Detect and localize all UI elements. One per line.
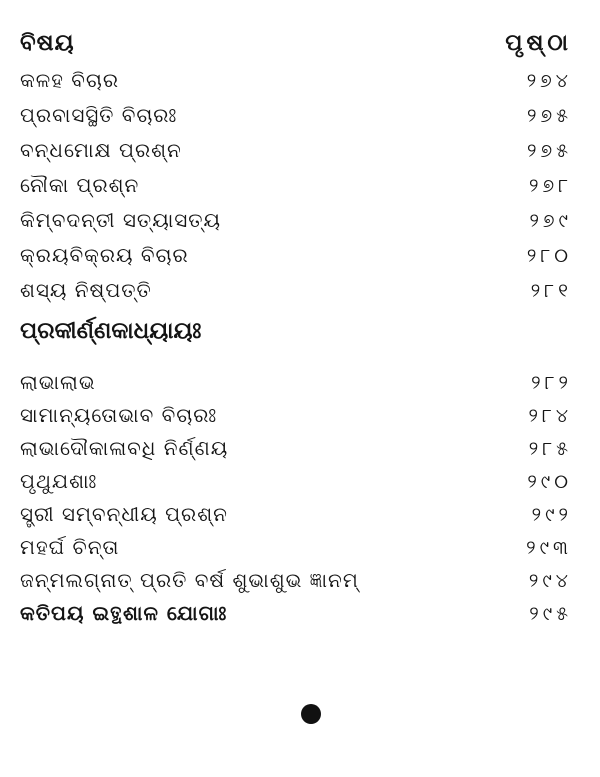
- entry-page: ୨୯୩: [526, 537, 572, 559]
- toc-entry: [20, 436, 572, 460]
- toc-entry: [20, 103, 572, 127]
- entry-page: ୨୮୪: [528, 405, 572, 427]
- toc-entry: [20, 68, 572, 92]
- entry-title: ପ୍ରବାସସ୍ଥିତି ବିଚାରଃ: [20, 103, 178, 127]
- toc-entry: [20, 568, 572, 592]
- toc-entry: [20, 403, 572, 427]
- entry-title: ଜନ୍ମଲଗ୍ନାତ୍ ପ୍ରତି ବର୍ଷ ଶୁଭାଶୁଭ ଜ୍ଞାନମ୍: [20, 568, 359, 592]
- entry-title: କ୍ରୟବିକ୍ରୟ ବିଚାର: [20, 243, 189, 267]
- entry-title: ମହର୍ଘ ଚିନ୍ତା: [20, 535, 120, 559]
- entry-page: ୨୭୯: [529, 210, 572, 232]
- toc-entry: [20, 173, 572, 197]
- toc-entry: [20, 370, 572, 394]
- toc-entry: [20, 278, 572, 302]
- entry-title: କଳହ ବିଚାର: [20, 68, 119, 92]
- toc-entry: [20, 502, 572, 526]
- entry-page: ୨୭୪: [526, 70, 572, 92]
- page-column-label: ପୃଷ୍ଠା: [505, 30, 572, 56]
- entry-title: ପୃଥୁଯଶାଃ: [20, 469, 98, 493]
- entry-page: ୨୭୫: [527, 105, 572, 127]
- entry-page: ୨୭୮: [528, 175, 572, 197]
- entry-title: ବନ୍ଧମୋକ୍ଷ ପ୍ରଶ୍ନ: [20, 138, 182, 162]
- entry-title: ଲାଭାଦୌକାଳାବଧି ନିର୍ଣ୍ଣୟ: [20, 436, 229, 460]
- entry-page: ୨୮୧: [530, 280, 572, 302]
- toc-entry: [20, 138, 572, 162]
- entry-title: କତିପୟ ଇତ୍ଥଶାଳ ଯୋଗାଃ: [20, 601, 228, 625]
- toc-entry: [20, 469, 572, 493]
- toc-entry: [20, 601, 572, 625]
- entry-title: ଲାଭାଲାଭ: [20, 370, 96, 394]
- page-dot-ornament: [301, 704, 321, 724]
- toc-entry: [20, 208, 572, 232]
- entry-page: ୨୮୨: [531, 372, 572, 394]
- entry-title: ଶସ୍ୟ ନିଷ୍ପତ୍ତି: [20, 278, 152, 302]
- section-heading-row: [20, 318, 572, 344]
- entry-page: ୨୯୪: [528, 570, 572, 592]
- toc-entry: [20, 535, 572, 559]
- entry-page: ୨୭୫: [527, 140, 572, 162]
- entry-page: ୨୯୦: [527, 471, 572, 493]
- entry-page: ୨୮୫: [528, 438, 572, 460]
- entry-page: ୨୮୦: [526, 245, 572, 267]
- toc-header: [20, 30, 572, 56]
- entry-page: ୨୯୫: [529, 603, 572, 625]
- entry-page: ୨୯୨: [531, 504, 572, 526]
- section-heading: ପ୍ରକୀର୍ଣ୍ଣକାଧ୍ୟାୟଃ: [20, 318, 202, 344]
- subject-column-label: ବିଷୟ: [20, 30, 75, 56]
- entry-title: ନୌକା ପ୍ରଶ୍ନ: [20, 173, 140, 197]
- entry-title: ସାମାନ୍ୟତୋଭାବ ବିଚାରଃ: [20, 403, 218, 427]
- entry-title: ସ୍ତ୍ରୀ ସମ୍ବନ୍ଧୀୟ ପ୍ରଶ୍ନ: [20, 502, 228, 526]
- entry-title: କିମ୍ବଦନ୍ତୀ ସତ୍ୟାସତ୍ୟ: [20, 208, 222, 232]
- toc-entry: [20, 243, 572, 267]
